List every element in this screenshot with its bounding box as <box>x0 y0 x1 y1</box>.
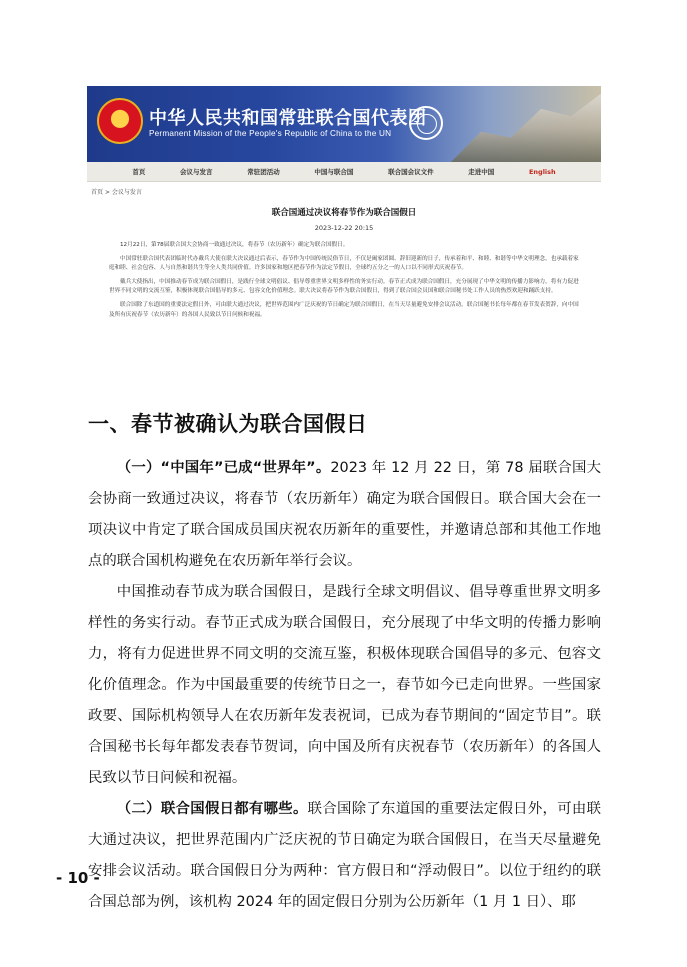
paragraph-3 <box>88 794 601 918</box>
site-banner <box>87 86 601 162</box>
article-date: 2023-12-22 20:15 <box>314 224 374 232</box>
article-paragraph: 联合国除了东道国的重要法定假日外，可由联大通过决议，把世界范围内广泛庆祝的节日确定为联合国假日，在当天尽量避免安排会议活动。联合国秘书长每年都在春节发表贺辞，向中国及所有庆祝春节（农历新年）的各国人民致以节日问候和祝福。 <box>109 301 579 318</box>
nav-item-english[interactable]: English <box>528 167 556 176</box>
breadcrumb: 首页 > 会议与发言 <box>91 189 142 196</box>
section-heading: 一、春节被确认为联合国假日 <box>88 412 368 436</box>
paragraph-1-text: 2023 年 12 月 22 日，第 78 届联合国大会协商一致通过决议，将春节（农历新年）确定为联合国假日。联合国大会在一项决议中肯定了联合国成员国庆祝农历新年的重要性，并邀请总部和其他工作地点的联合国机构避免在农历新年举行会议。 <box>88 460 601 569</box>
site-nav <box>87 162 601 182</box>
article-paragraph: 12月22日，第78届联合国大会协商一致通过决议，将春节（农历新年）确定为联合国假日。 <box>120 242 349 248</box>
nav-item-china-un[interactable]: 中国与联合国 <box>314 168 354 176</box>
page-number: - 10 - <box>56 869 100 887</box>
nav-item-documents[interactable]: 联合国会议文件 <box>388 168 434 176</box>
document-body <box>88 453 601 918</box>
paragraph-2: 中国推动春节成为联合国假日，是践行全球文明倡议、倡导尊重世界文明多样性的务实行动。春节正式成为联合国假日，充分展现了中华文明的传播力影响力，将有力促进世界不同文明的交流互鉴，积极体现联合国倡导的多元、包容文化价值理念。作为中国最重要的传统节日之一，春节如今已走向世界。一些国家政要、国际机构领导人在农历新年发表祝词，已成为春节期间的“固定节目”。联合国秘书长每年都发表春节贺词，向中国及所有庆祝春节（农历新年）的各国人民致以节日问候和祝福。 <box>88 584 601 786</box>
un-logo-icon <box>409 106 443 140</box>
great-wall-image <box>451 86 601 162</box>
nav-item-home[interactable]: 首页 <box>132 168 146 176</box>
article-title: 联合国通过决议将春节作为联合国假日 <box>271 208 417 218</box>
national-emblem-icon <box>97 98 143 144</box>
article-paragraph: 戴兵大使指出，中国推动春节成为联合国假日，是践行全球文明倡议、倡导尊重世界文明多样性的务实行动。春节正式成为联合国假日，充分展现了中华文明的传播力影响力，将有力促进世界不同文明的交流互鉴，积极体现联合国倡导的多元、包容文化价值理念。联大决议将春节作为联合国假日，得到了联合国会员国和联合国秘书处工作人员的热烈欢迎和踊跃支持。 <box>109 278 579 295</box>
article-paragraph: 中国常驻联合国代表团临时代办戴兵大使在联大决议通过后表示，春节作为中国传统民俗节日，不仅是阖家团圆、辞旧迎新的日子，传承着和平、和睦、和谐等中华文明理念，也承载着家庭和睦、社会包容、人与自然和谐共生等全人类共同价值。许多国家和地区把春节作为法定节假日，全球约五分之一的人口以不同形式庆祝春节。 <box>109 255 579 272</box>
article-body <box>109 241 583 324</box>
site-title-en: Permanent Mission of the People's Republic of China to the UN <box>149 129 392 138</box>
nav-item-activities[interactable]: 常驻团活动 <box>247 168 280 176</box>
nav-item-china[interactable]: 走进中国 <box>468 168 495 176</box>
paragraph-1 <box>88 453 601 577</box>
paragraph-3-text: 联合国除了东道国的重要法定假日外，可由联大通过决议，把世界范围内广泛庆祝的节日确定为联合国假日，在当天尽量避免安排会议活动。联合国假日分为两种：官方假日和“浮动假日”。以位于纽约的联合国总部为例，该机构 2024 年的固定假日分别为公历新年（1 月 1 日）、耶 <box>88 801 601 910</box>
paragraph-1-lead: （一）“中国年”已成“世界年”。 <box>116 460 331 476</box>
embedded-screenshot <box>87 86 601 370</box>
site-title-cn: 中华人民共和国常驻联合国代表团 <box>149 108 427 129</box>
paragraph-3-lead: （二）联合国假日都有哪些。 <box>116 801 308 817</box>
nav-item-meetings[interactable]: 会议与发言 <box>180 168 213 176</box>
